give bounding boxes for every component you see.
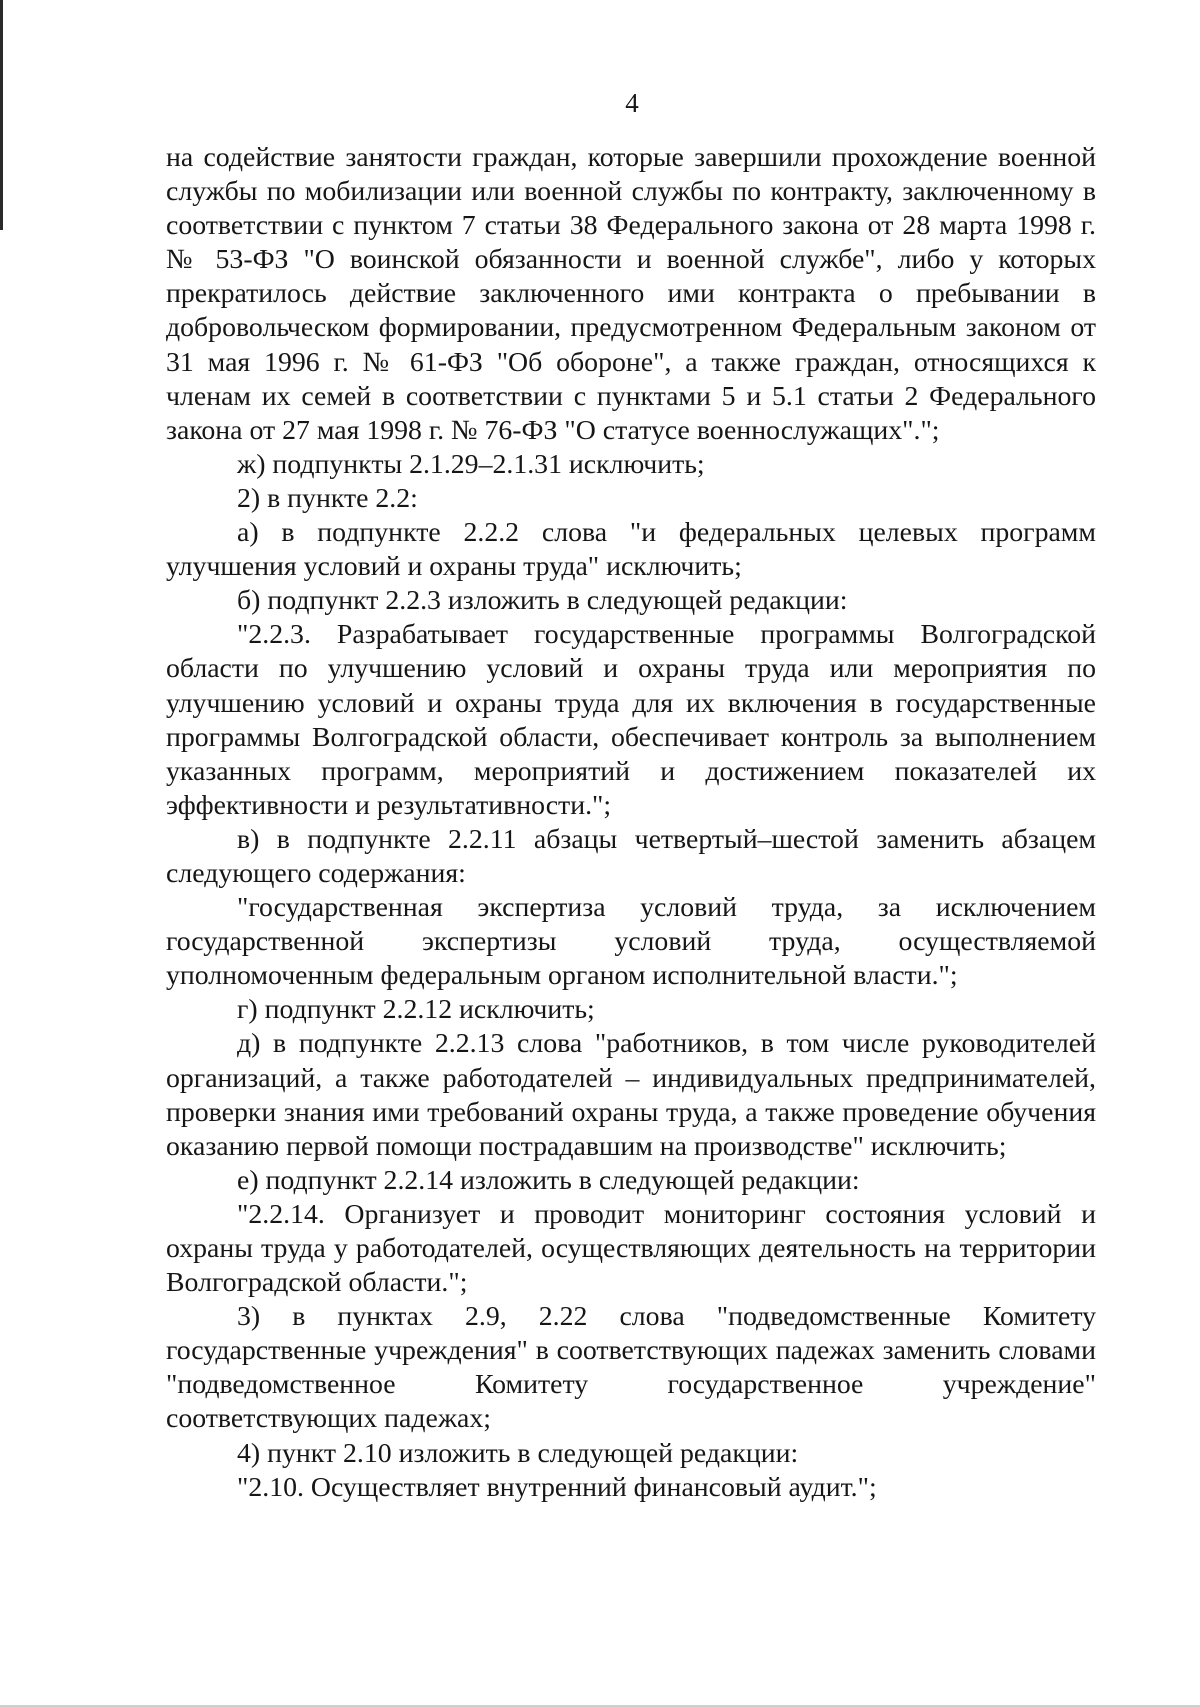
paragraph: б) подпункт 2.2.3 изложить в следующей редакции:: [237, 585, 848, 617]
paragraph: "2.10. Осуществляет внутренний финансовый аудит.";: [237, 1471, 877, 1503]
paragraph: е) подпункт 2.2.14 изложить в следующей редакции:: [237, 1164, 860, 1196]
paragraph: г) подпункт 2.2.12 исключить;: [237, 994, 595, 1026]
paragraph: на содействие занятости граждан, которые завершили прохождение военной службы по мобилизации или военной службы по контракту, заключенному в соответствии с пунктом 7 статьи 38 Федерального закона от 28 марта 1998 г. № 53-ФЗ "О воинской обязанности и военной службе", либо у которых прекратилось действие заключенного ими контракта о пребывании в добровольческом формировании, предусмотренном Федеральным законом от 31 мая 1996 г. № 61-ФЗ "Об обороне", а также граждан, относящихся к членам их семей в соответствии с пунктами 5 и 5.1 статьи 2 Федерального закона от 27 мая 1998 г. № 76-ФЗ "О статусе военнослужащих".";: [166, 142, 1096, 446]
paragraph: "2.2.14. Организует и проводит мониторинг состояния условий и охраны труда у работодателей, осуществляющих деятельность на территории Волгоградской области.";: [166, 1198, 1096, 1299]
paragraph: ж) подпункты 2.1.29–2.1.31 исключить;: [237, 448, 705, 480]
paragraph: д) в подпункте 2.2.13 слова "работников, в том числе руководителей организаций, а также работодателей – индивидуальных предпринимателей, проверки знания ими требований охраны труда, а также проведение обучения оказанию первой помощи пострадавшим на производстве" исключить;: [166, 1028, 1096, 1162]
paragraph: в) в подпункте 2.2.11 абзацы четвертый–шестой заменить абзацем следующего содержания:: [166, 823, 1096, 889]
page-number: 4: [625, 88, 639, 118]
paragraph: 2) в пункте 2.2:: [237, 482, 418, 514]
paragraph: а) в подпункте 2.2.2 слова "и федеральных целевых программ улучшения условий и охраны труда" исключить;: [166, 517, 1096, 583]
paragraph: 3) в пунктах 2.9, 2.22 слова "подведомственные Комитету государственные учреждения" в соответствующих падежах заменить словами "подведомственное Комитету государственное учреждение" соответствующих падежах;: [166, 1301, 1096, 1435]
paragraph: 4) пункт 2.10 изложить в следующей редакции:: [237, 1437, 799, 1469]
paragraph: "2.2.3. Разрабатывает государственные программы Волгоградской области по улучшению условий и охраны труда или мероприятия по улучшению условий и охраны труда для их включения в государственные программы Волгоградской области, обеспечивает контроль за выполнением указанных программ, мероприятий и достижением показателей их эффективности и результативности.";: [166, 619, 1096, 821]
paragraph: "государственная экспертиза условий труда, за исключением государственной экспертизы условий труда, осуществляемой уполномоченным федеральным органом исполнительной власти.";: [166, 892, 1096, 992]
document-body: [166, 141, 1096, 1505]
